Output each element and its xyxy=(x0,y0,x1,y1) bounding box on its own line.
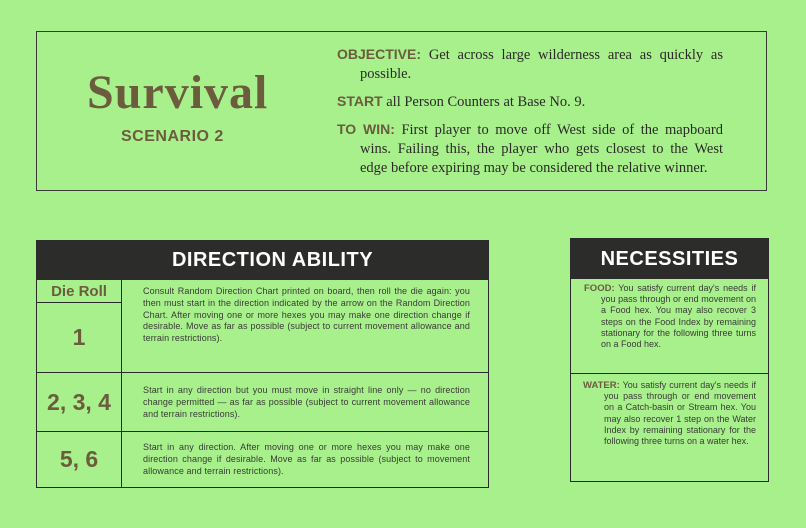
rule-key: START xyxy=(337,93,383,109)
necessity-food xyxy=(571,279,768,373)
die-roll-header: Die Roll xyxy=(37,280,121,303)
rule-key: TO WIN: xyxy=(337,121,395,137)
game-title: Survival xyxy=(87,66,269,119)
necessity-text: You satisfy current day's needs if you pass through or end movement on a Catch-basin or Stream hex. You may also recover 1 step on the Water Index by remaining stationary for the following three turns on a water hex. xyxy=(604,380,756,447)
die-roll-value: 5, 6 xyxy=(59,446,99,472)
scenario-label: SCENARIO 2 xyxy=(121,128,224,145)
rule-objective xyxy=(337,45,723,84)
necessities-heading: NECESSITIES xyxy=(571,239,768,279)
table-row xyxy=(37,280,488,372)
die-roll-cell xyxy=(37,432,122,487)
scenario-header xyxy=(36,31,767,191)
necessity-key: WATER: xyxy=(583,380,620,391)
rule-start xyxy=(337,92,723,112)
rule-text: all Person Counters at Base No. 9. xyxy=(386,94,586,110)
die-roll-value: 2, 3, 4 xyxy=(47,389,111,415)
die-roll-value: 1 xyxy=(72,323,86,350)
direction-rule-text: Consult Random Direction Chart printed on board, then roll the die again: you then must start in the direction indicated by the arrow on the Random Direction Chart. After moving one or more hexes you may make one direction change if desirable. Move as far as possible (subject to current movement allowance and terrain restrictions). xyxy=(143,286,470,344)
necessity-key: FOOD: xyxy=(584,283,615,294)
rule-text: First player to move off West side of the mapboard wins. Failing this, the player who gets closest to the West edge before expiring may be considered the relative winner. xyxy=(360,122,723,176)
rule-key: OBJECTIVE: xyxy=(337,46,422,62)
direction-ability-table xyxy=(36,240,489,488)
table-row xyxy=(37,431,488,487)
direction-rows xyxy=(37,280,488,487)
die-roll-cell xyxy=(37,373,122,432)
necessity-water xyxy=(571,373,768,481)
rule-to-win xyxy=(337,120,723,178)
direction-rule-text: Start in any direction but you must move in straight line only — no direction change permitted — as far as possible (subject to current movement allowance and terrain restrictions). xyxy=(143,385,470,419)
necessity-text: You satisfy current day's needs if you pass through or end movement on a Food hex. You may also recover 3 steps on the Food Index by remaining stationary for the following three turns on a Food hex. xyxy=(601,283,756,350)
direction-ability-title: DIRECTION ABILITY xyxy=(171,249,374,271)
rule-text: Get across large wilderness area as quickly as possible. xyxy=(360,47,723,82)
rules-list xyxy=(337,45,723,186)
table-row xyxy=(37,372,488,432)
die-roll-cell xyxy=(37,280,122,372)
necessities-table xyxy=(570,238,769,482)
direction-rule-text: Start in any direction. After moving one or more hexes you may make one direction change if desirable. Move as far as possible (subject to movement allowance and terrain restrictions). xyxy=(143,442,470,476)
direction-ability-heading xyxy=(37,241,488,280)
